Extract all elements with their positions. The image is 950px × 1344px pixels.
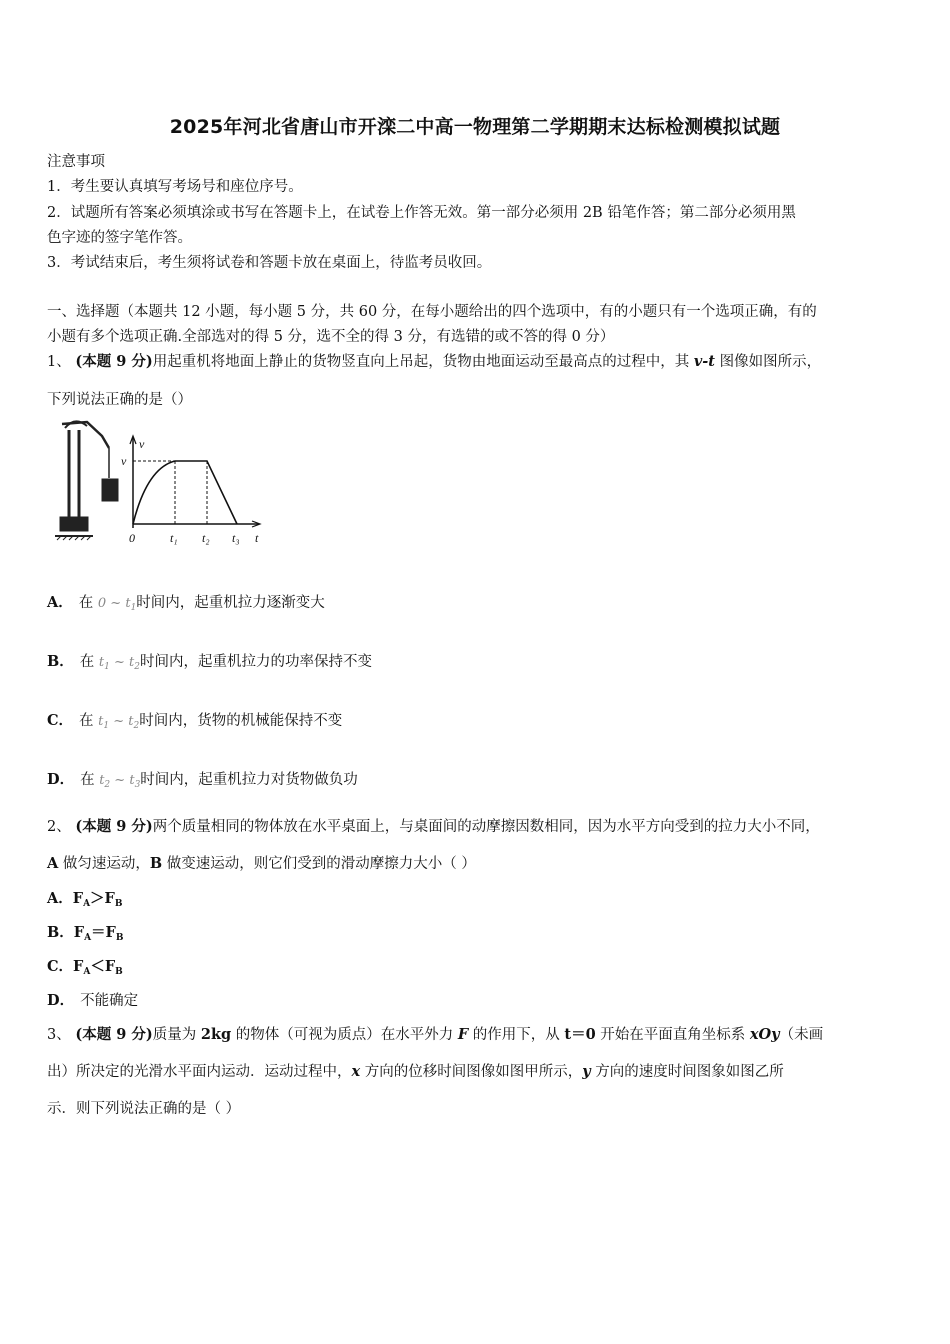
- q1-stem-line2: 下列说法正确的是（）: [47, 392, 192, 408]
- option-pre: 在: [79, 713, 94, 729]
- notice-item-2: 2．试题所有答案必须填涂或书写在答题卡上，在试卷上作答无效。第一部分必须用 2B 铅笔作答；第二部分必须用黑: [47, 205, 796, 221]
- q3-xoy: xOy: [749, 1026, 780, 1043]
- option-label: D．: [47, 771, 75, 788]
- q1-option-a: [47, 593, 325, 618]
- interval-to-sub: 1: [130, 603, 137, 613]
- option-label: B．: [47, 653, 74, 670]
- option-label: A．: [47, 594, 73, 611]
- tick-0: 0: [129, 531, 135, 545]
- interval-to: t: [129, 773, 135, 788]
- q3-text-2c: 方向的速度时间图象如图乙所: [590, 1064, 784, 1080]
- option-label: C．: [47, 958, 74, 975]
- q1-number: 1、: [47, 354, 71, 370]
- section-heading-line2: 小题有多个选项正确.全部选对的得 5 分，选不全的得 3 分，有选错的或不答的得 0 分）: [47, 329, 615, 345]
- q2-stem-line1: [47, 817, 820, 837]
- q1-text-a: 用起重机将地面上静止的货物竖直向上吊起，货物由地面运动至最高点的过程中，其: [152, 354, 694, 370]
- q2-option-b: [47, 923, 123, 948]
- interval-sep: ~: [109, 655, 130, 670]
- interval-sep: ~: [106, 596, 126, 611]
- q3-number: 3、: [47, 1027, 71, 1043]
- q2-b: B: [149, 855, 163, 872]
- q1-figure: [47, 418, 267, 548]
- q1-stem-line1: [47, 352, 821, 372]
- q3-force: F: [457, 1026, 469, 1043]
- force-2-sub: B: [115, 933, 124, 943]
- option-text: 不能确定: [80, 993, 139, 1009]
- q3-text-1e: （未画: [779, 1027, 824, 1043]
- q3-mass: 2kg: [200, 1026, 232, 1043]
- q3-stem-line3: 示．则下列说法正确的是（ ）: [47, 1101, 241, 1117]
- interval-from: t: [98, 714, 104, 729]
- interval-to-sub: 2: [133, 721, 140, 731]
- v-level-label: v: [121, 454, 127, 468]
- force-2-sub: B: [114, 899, 123, 909]
- q3-text-2b: 方向的位移时间图像如图甲所示，: [360, 1064, 583, 1080]
- force-1-sub: A: [83, 899, 91, 909]
- q2-text-b: 做匀速运动，: [58, 856, 150, 872]
- option-text: 时间内，货物的机械能保持不变: [139, 713, 343, 729]
- q3-text-1c: 的作用下，从: [468, 1027, 565, 1043]
- interval-from-sub: 1: [103, 721, 110, 731]
- interval-to-sub: 3: [134, 780, 141, 790]
- interval-from-sub: 1: [104, 662, 110, 672]
- force-1: F: [73, 958, 84, 975]
- option-label: B．: [47, 924, 74, 941]
- section-heading-line1: 一、选择题（本题共 12 小题，每小题 5 分，共 60 分，在每小题给出的四个选项中，有的小题只有一个选项正确，有的: [47, 304, 817, 320]
- interval-to-sub: 2: [134, 662, 140, 672]
- option-pre: 在: [78, 595, 94, 611]
- q1-option-c: [47, 711, 342, 736]
- relation: ＝: [91, 924, 106, 941]
- q3-text-1d: 开始在平面直角坐标系: [595, 1027, 750, 1043]
- q3-stem-line2: [47, 1062, 784, 1082]
- q1-option-d: [47, 770, 358, 795]
- option-text: 时间内，起重机拉力对货物做负功: [140, 772, 358, 788]
- option-label: C．: [47, 712, 74, 729]
- interval-sep: ~: [110, 773, 130, 788]
- interval-to: t: [129, 655, 135, 670]
- vt-curve: [133, 461, 237, 524]
- relation: ＞: [90, 890, 105, 907]
- q3-stem-line1: [47, 1025, 823, 1045]
- interval-to: t: [128, 714, 134, 729]
- interval-from: t: [99, 773, 105, 788]
- q2-a: A: [47, 855, 59, 872]
- q1-vt: v-t: [693, 353, 716, 370]
- q3-x: x: [351, 1063, 361, 1080]
- option-pre: 在: [80, 772, 95, 788]
- option-pre: 在: [79, 654, 95, 670]
- notice-item-3: 3．考试结束后，考生须将试卷和答题卡放在桌面上，待监考员收回。: [47, 255, 492, 271]
- tick-t1: t₁: [170, 531, 178, 545]
- q1-score: (本题 9 分): [75, 353, 153, 370]
- q2-option-c: [47, 957, 123, 982]
- q1-option-b: [47, 652, 372, 677]
- q3-y: y: [582, 1063, 591, 1080]
- option-label: D．: [47, 992, 75, 1009]
- tick-t3: t₃: [232, 531, 240, 545]
- force-2: F: [104, 958, 116, 975]
- q3-t0: t＝0: [564, 1026, 596, 1043]
- q2-score: (本题 9 分): [75, 818, 153, 835]
- option-text: 时间内，起重机拉力的功率保持不变: [139, 654, 372, 670]
- force-2: F: [104, 890, 115, 907]
- q2-option-a: [47, 889, 122, 914]
- option-label: A．: [47, 890, 73, 907]
- force-1-sub: A: [83, 967, 91, 977]
- q3-text-1a: 质量为: [152, 1027, 201, 1043]
- q3-text-1b: 的物体（可视为质点）在水平外力: [231, 1027, 458, 1043]
- interval-from: 0: [97, 596, 107, 611]
- force-1: F: [72, 890, 84, 907]
- notice-item-1: 1．考生要认真填写考场号和座位序号。: [47, 179, 303, 195]
- interval-from: t: [98, 655, 105, 670]
- vt-graph: [121, 436, 260, 545]
- option-text: 时间内，起重机拉力逐渐变大: [136, 595, 325, 611]
- interval-to: t: [125, 596, 131, 611]
- q3-text-2a: 出）所决定的光滑水平面内运动．运动过程中，: [47, 1064, 352, 1080]
- force-1-sub: A: [84, 933, 92, 943]
- tick-t2: t₂: [202, 531, 210, 545]
- q2-number: 2、: [47, 819, 71, 835]
- force-1: F: [73, 924, 85, 941]
- relation: ＜: [90, 958, 105, 975]
- interval-sep: ~: [109, 714, 129, 729]
- x-axis-label: t: [255, 531, 259, 545]
- q2-option-d: [47, 991, 138, 1011]
- interval-from-sub: 2: [104, 780, 111, 790]
- q2-stem-line2: [47, 854, 476, 874]
- q3-score: (本题 9 分): [75, 1026, 153, 1043]
- force-2-sub: B: [115, 967, 123, 977]
- crane-illustration: [55, 421, 117, 540]
- page-title: 2025年河北省唐山市开滦二中高一物理第二学期期末达标检测模拟试题: [169, 116, 781, 138]
- y-axis-label: v: [139, 437, 145, 451]
- q2-text: 两个质量相同的物体放在水平桌面上，与桌面间的动摩擦因数相同，因为水平方向受到的拉力大小不同，: [152, 819, 820, 835]
- force-2: F: [105, 924, 116, 941]
- notice-heading: 注意事项: [47, 154, 105, 170]
- notice-item-2-cont: 色字迹的签字笔作答。: [47, 230, 192, 246]
- q1-text-b: 图像如图所示，: [715, 354, 822, 370]
- q2-text-d: 做变速运动，则它们受到的滑动摩擦力大小（ ）: [162, 856, 476, 872]
